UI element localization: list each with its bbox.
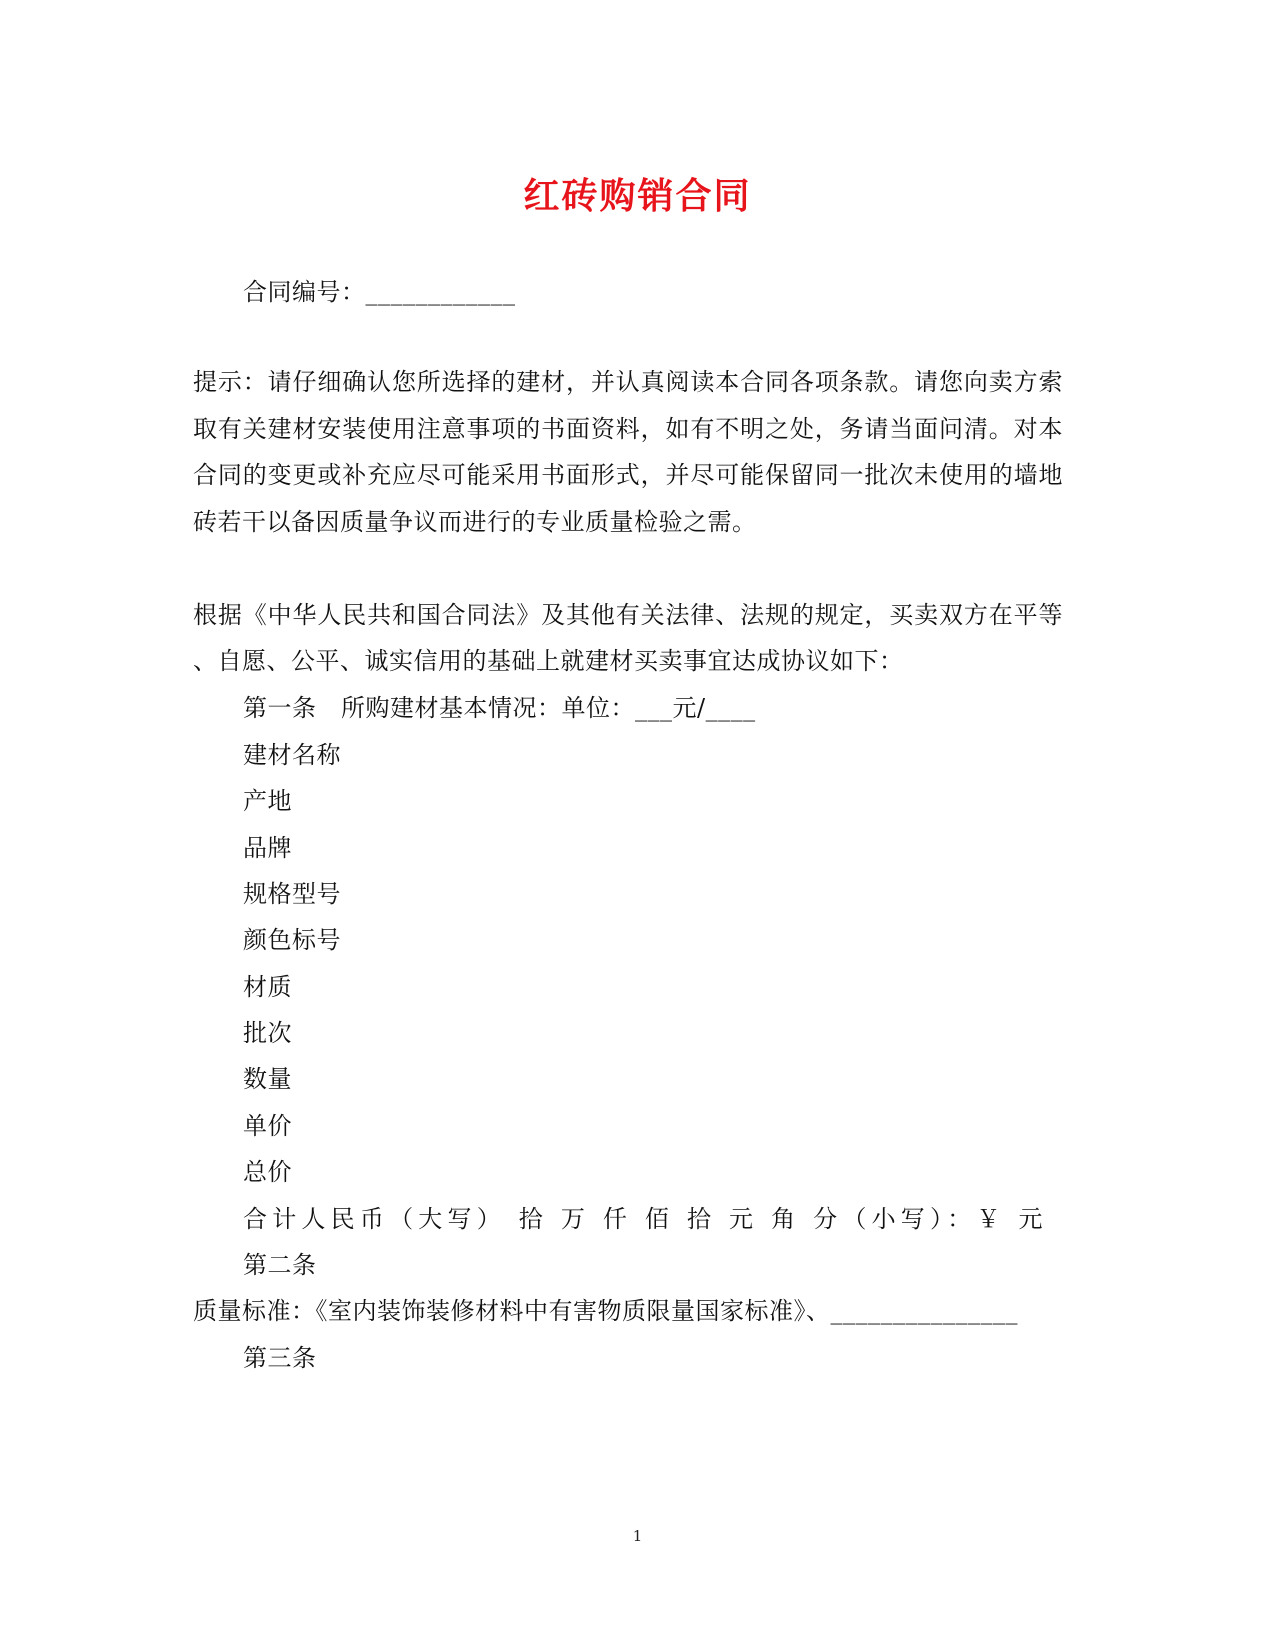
- quality-standard: 质量标准：《室内装饰装修材料中有害物质限量国家标准》、_______________: [193, 1297, 1018, 1325]
- page-number: 1: [632, 1527, 643, 1545]
- total-amount-line: 合计人民币（大写） 拾 万 仟 佰 拾 元 角 分（小写）：￥ 元: [243, 1205, 1043, 1233]
- item-total-price: 总价: [243, 1158, 292, 1186]
- item-color-code: 颜色标号: [243, 926, 341, 954]
- item-unit-price: 单价: [243, 1112, 292, 1140]
- document-title: 红砖购销合同: [523, 175, 752, 217]
- notice-line-3: 合同的变更或补充应尽可能采用书面形式，并尽可能保留同一批次未使用的墙地: [193, 461, 1063, 489]
- item-batch: 批次: [243, 1019, 292, 1047]
- item-specification: 规格型号: [243, 880, 341, 908]
- basis-line-1: 根据《中华人民共和国合同法》及其他有关法律、法规的规定，买卖双方在平等: [193, 601, 1063, 629]
- contract-number: 合同编号：____________: [243, 278, 516, 306]
- notice-line-2: 取有关建材安装使用注意事项的书面资料，如有不明之处，务请当面问清。对本: [193, 415, 1063, 443]
- article-two: 第二条: [243, 1251, 317, 1279]
- basis-line-2: 、自愿、公平、诚实信用的基础上就建材买卖事宜达成协议如下：: [193, 647, 904, 675]
- article-one: 第一条 所购建材基本情况：单位：___元/____: [243, 694, 756, 722]
- item-quantity: 数量: [243, 1065, 292, 1093]
- notice-line-4: 砖若干以备因质量争议而进行的专业质量检验之需。: [193, 508, 757, 536]
- item-brand: 品牌: [243, 834, 292, 862]
- notice-line-1: 提示：请仔细确认您所选择的建材，并认真阅读本合同各项条款。请您向卖方索: [193, 368, 1063, 396]
- item-material-name: 建材名称: [243, 741, 341, 769]
- article-three: 第三条: [243, 1344, 317, 1372]
- item-material: 材质: [243, 973, 292, 1001]
- item-origin: 产地: [243, 787, 292, 815]
